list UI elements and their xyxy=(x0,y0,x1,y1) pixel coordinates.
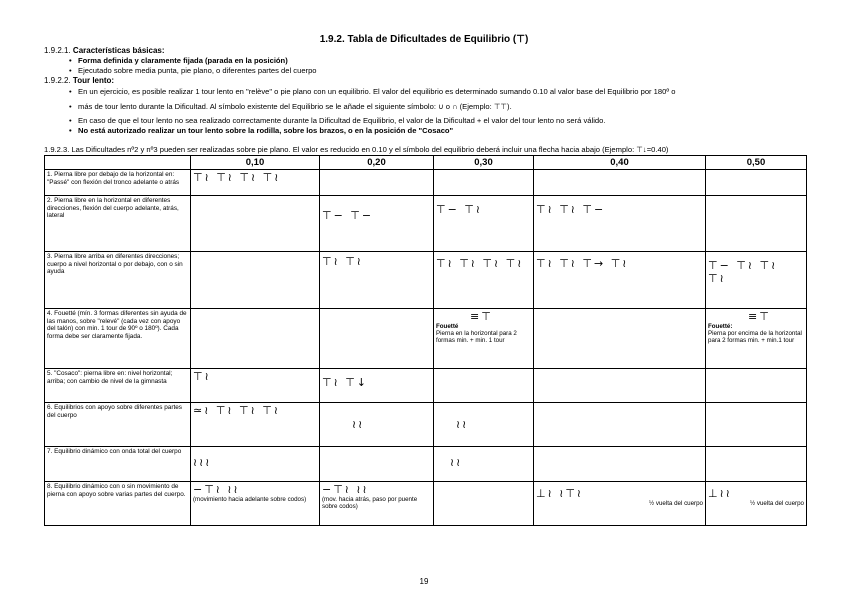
table-cell xyxy=(320,309,434,369)
element-symbol: ⊤− ⊤≀ xyxy=(436,203,483,216)
table-cell xyxy=(191,447,320,482)
table-cell xyxy=(534,482,706,526)
table-cell xyxy=(320,482,434,526)
sec2-item-cont: • más de tour lento durante la Dificultad. Al símbolo existente del Equilibrio se le añade el siguiente símbolo: ∪ o ∩ (Ejemplo: ⊤⊤). xyxy=(78,102,512,111)
section-heading: Tour lento: xyxy=(72,76,115,85)
sec2-item: • En caso de que el tour lento no sea realizado correctamente durante la Dificultad de Equilibrio, el valor de la Dificultad + el valor del tour lento no será válido. xyxy=(78,116,605,125)
element-symbol: ⊤− ⊤≀ ⊤≀ ⊤≀ xyxy=(708,259,778,285)
header-cell: 0,10 xyxy=(191,156,320,170)
note-text: Pierna por encima de la horizontal para 2 formas min. + min.1 tour xyxy=(708,330,802,344)
note-text: (movimiento hacia adelante sobre codos) xyxy=(193,496,307,503)
table-cell xyxy=(706,196,807,252)
element-symbol: −⊤≀ ≀≀ xyxy=(193,483,240,496)
table-cell xyxy=(706,309,807,369)
section-number: 1.9.2.1. xyxy=(44,46,71,55)
header-cell: 0,40 xyxy=(534,156,706,170)
sec2-item: • En un ejercicio, es posible realizar 1 tour lento en "relève" o pie plano con un equilibrio. El valor del equilibrio es determinado sumando 0.10 al valor base del Equilibrio por 180º o xyxy=(78,87,675,96)
row-label: 5. "Cosaco": pierna libre en: nivel horizontal; arriba; con cambio de nivel de la gimnasta xyxy=(45,369,191,403)
table-cell xyxy=(534,403,706,447)
element-symbol: ≀≀ xyxy=(456,418,469,431)
table-cell xyxy=(706,447,807,482)
note-text: ½ vuelta del cuerpo xyxy=(648,500,703,507)
row-label: 4. Fouetté (mín. 3 formas diferentes sin ayuda de las manos, sobre "relevé" (cada vez con apoyo del talón) con min. 1 tour de 90º o 180º). Cada forma debe ser claramente fijada. xyxy=(45,309,191,369)
table-cell xyxy=(320,369,434,403)
table-row xyxy=(45,170,807,196)
element-symbol: ⊥≀≀ xyxy=(708,487,732,500)
header-cell: 0,30 xyxy=(434,156,534,170)
section-heading: Características básicas: xyxy=(72,46,165,55)
header-empty xyxy=(45,156,191,170)
sec2-item: • No está autorizado realizar un tour lento sobre la rodilla, sobre los brazos, o en la posición de "Cosaco" xyxy=(78,126,453,135)
element-symbol: ⊤≀ ⊤≀ ⊤− xyxy=(536,203,606,216)
fouette-icon: ≡⊤ xyxy=(470,310,493,323)
page-number: 19 xyxy=(419,577,429,586)
table-row xyxy=(45,447,807,482)
header-cell: 0,50 xyxy=(706,156,807,170)
sec1-item: • Ejecutado sobre media punta, pie plano, o diferentes partes del cuerpo xyxy=(78,66,317,75)
table-cell xyxy=(706,369,807,403)
table-cell xyxy=(534,447,706,482)
table-row xyxy=(45,482,807,526)
table-cell xyxy=(434,309,534,369)
table-cell xyxy=(191,403,320,447)
row-label: 2. Pierna libre en la horizontal en diferentes direcciones, flexión del cuerpo adelante, atrás, lateral xyxy=(45,196,191,252)
element-symbol: ≀≀ xyxy=(352,418,365,431)
element-symbol: ⊤≀ xyxy=(193,370,211,383)
table-row xyxy=(45,252,807,309)
element-symbol: ⊤≀ ⊤≀ ⊤≀ ⊤≀ xyxy=(436,257,524,270)
header-cell: 0,20 xyxy=(320,156,434,170)
row-label: 7. Equilibrio dinámico con onda total del cuerpo xyxy=(45,447,191,482)
element-symbol: ≀≀ xyxy=(450,456,463,469)
element-symbol: ≃≀ ⊤≀ ⊤≀ ⊤≀ xyxy=(193,404,280,417)
element-symbol: ⊤≀ ⊤≀ ⊤≀ ⊤≀ xyxy=(193,171,281,184)
note-title: Fouetté xyxy=(436,323,459,330)
table-cell xyxy=(320,447,434,482)
table-cell xyxy=(434,196,534,252)
difficulty-table xyxy=(44,155,807,526)
table-cell xyxy=(434,447,534,482)
table-cell xyxy=(320,403,434,447)
table-cell xyxy=(534,369,706,403)
table-cell xyxy=(320,252,434,309)
element-symbol: ⊤≀ ⊤↓ xyxy=(322,376,369,389)
table-cell xyxy=(706,252,807,309)
table-cell xyxy=(191,369,320,403)
table-cell xyxy=(434,369,534,403)
table-cell xyxy=(706,403,807,447)
note-text: (mov. hacia atrás, paso por puente sobre codos) xyxy=(322,496,418,510)
element-symbol: −⊤≀ ≀≀ xyxy=(322,483,369,496)
section-3: 1.9.2.3. Las Dificultades nº2 y nº3 pueden ser realizadas sobre pie plano. El valor es reducido en 0.10 y el símbolo del equilibrio deberá incluir una flecha hacia abajo (Ejemplo: ⊤↓=0.40) xyxy=(44,145,669,154)
table-cell xyxy=(434,482,534,526)
row-label: 6. Equilibrios con apoyo sobre diferentes partes del cuerpo xyxy=(45,403,191,447)
note-text: ½ vuelta del cuerpo xyxy=(749,500,804,507)
table-cell xyxy=(534,252,706,309)
section-2-heading xyxy=(44,76,114,85)
table-cell xyxy=(191,482,320,526)
note-text: Pierna en la horizontal para 2 formas min. + min. 1 tour xyxy=(436,330,517,344)
table-cell xyxy=(434,403,534,447)
table-row xyxy=(45,309,807,369)
table-row xyxy=(45,403,807,447)
sec1-item: • Forma definida y claramente fijada (parada en la posición) xyxy=(78,56,288,65)
row-label: 8. Equilibrio dinámico con o sin movimiento de pierna con apoyo sobre varias partes del cuerpo. xyxy=(45,482,191,526)
table-cell xyxy=(191,170,320,196)
table-header-row xyxy=(45,156,807,170)
table-cell xyxy=(191,196,320,252)
row-label: 1. Pierna libre por debajo de la horizontal en: "Passé" con flexión del tronco adelante o atrás xyxy=(45,170,191,196)
table-cell xyxy=(434,252,534,309)
element-symbol: ⊥≀ ≀⊤≀ xyxy=(536,487,584,500)
section-number: 1.9.2.2. xyxy=(44,76,71,85)
element-symbol: ≀≀≀ xyxy=(193,456,212,469)
table-cell xyxy=(434,170,534,196)
table-cell xyxy=(534,170,706,196)
table-cell xyxy=(534,309,706,369)
table-cell xyxy=(191,309,320,369)
note-title: Fouetté: xyxy=(708,323,733,330)
fouette-icon: ≡⊤ xyxy=(748,310,771,323)
table-row xyxy=(45,196,807,252)
section-1-heading xyxy=(44,46,165,55)
table-cell xyxy=(191,252,320,309)
table-row xyxy=(45,369,807,403)
element-symbol: ⊤− ⊤− xyxy=(322,209,374,222)
table-cell xyxy=(706,482,807,526)
row-label: 3. Pierna libre arriba en diferentes direcciones; cuerpo a nivel horizontal o por debajo, con o sin ayuda xyxy=(45,252,191,309)
element-symbol: ⊤≀ ⊤≀ ⊤→ ⊤≀ xyxy=(536,257,629,270)
table-cell xyxy=(706,170,807,196)
table-cell xyxy=(534,196,706,252)
table-cell xyxy=(320,196,434,252)
table-cell xyxy=(320,170,434,196)
element-symbol: ⊤≀ ⊤≀ xyxy=(322,255,363,268)
page-title: 1.9.2. Tabla de Dificultades de Equilibrio (⊤) xyxy=(319,34,529,45)
